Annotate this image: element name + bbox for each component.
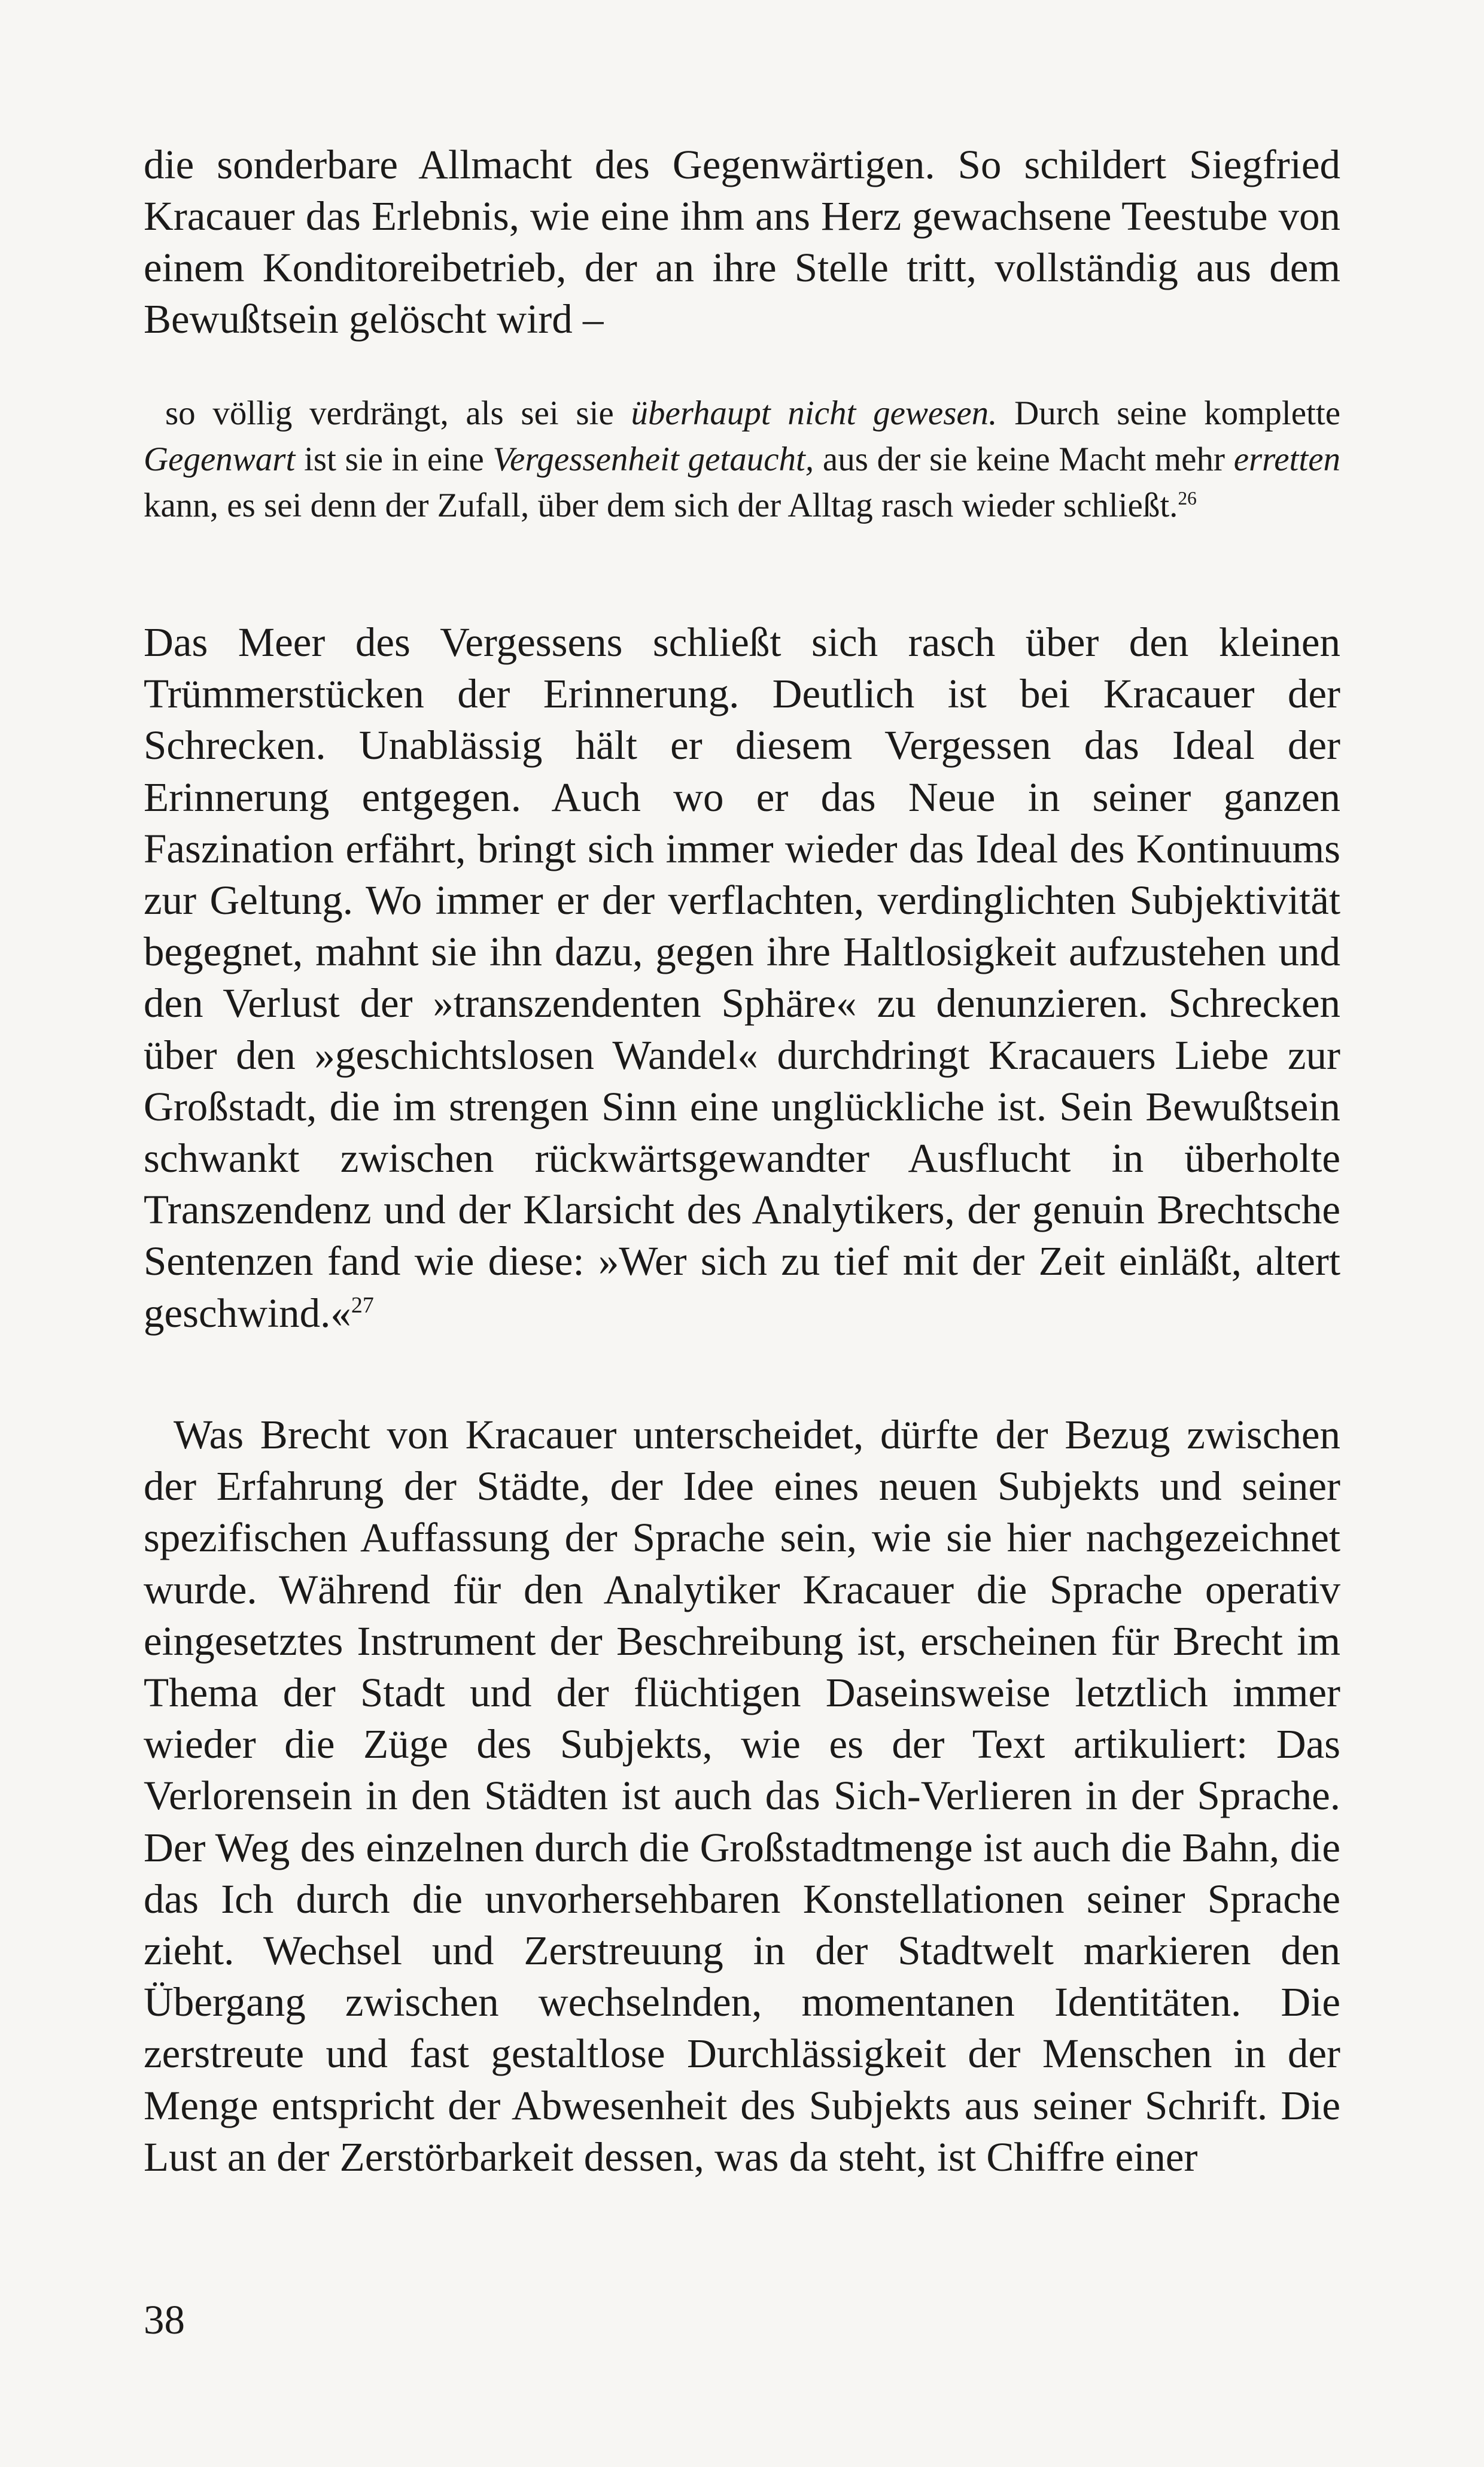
quote-text-2: Durch seine komplette — [997, 394, 1341, 432]
quote-italic-3: Vergessenheit getaucht, — [492, 440, 814, 478]
quote-italic-2: Gegenwart — [144, 440, 296, 478]
paragraph-3: Was Brecht von Kracauer unterscheidet, dürfte der Bezug zwischen der Erfahrung der Städte, der Idee eines neuen Subjekts und seiner spezifischen Auffassung der Sprache sein, wie sie hier nachgezeichnet wurde. Während für den Analytiker Kracauer die Sprache operativ eingesetztes Instrument der Beschreibung ist, erscheinen für Brecht im Thema der Stadt und der flüchtigen Daseinsweise letztlich immer wieder die Züge des Subjekts, wie es der Text artikuliert: Das Verlorensein in den Städten ist auch das Sich-Verlieren in der Sprache. Der Weg des einzelnen durch die Großstadtmenge ist auch die Bahn, die das Ich durch die unvorhersehbaren Konstellationen seiner Sprache zieht. Wechsel und Zerstreuung in der Stadtwelt markieren den Übergang zwischen wechselnden, momentanen Identitäten. Die zerstreute und fast gestaltlose Durchlässigkeit der Menschen in der Menge entspricht der Abwesenheit des Subjekts aus seiner Schrift. Die Lust an der Zerstörbarkeit dessen, was da steht, ist Chiffre einer — [144, 1412, 1340, 2180]
quote-text-1: so völlig verdrängt, als sei sie — [165, 394, 631, 432]
footnote-marker-26: 26 — [1178, 488, 1197, 509]
quote-text-4: aus der sie keine Macht mehr — [814, 440, 1234, 478]
footnote-marker-27: 27 — [351, 1292, 374, 1318]
quote-text-3: ist sie in eine — [295, 440, 493, 478]
quote-italic-4: erretten — [1233, 440, 1341, 478]
page-number: 38 — [144, 2297, 185, 2343]
paragraph-1: die sonderbare Allmacht des Gegenwärtigen. So schildert Siegfried Kracauer das Erlebnis, wie eine ihm ans Herz gewachsene Teestube von einem Konditoreibetrieb, der an ihre Stelle tritt, vollständig aus dem Bewußtsein gelöscht wird – — [144, 142, 1340, 342]
quote-text-5: kann, es sei denn der Zufall, über dem sich der Alltag rasch wieder schließt. — [144, 487, 1178, 524]
paragraph-2 — [144, 616, 1340, 1339]
paragraph-2-text: Das Meer des Vergessens schließt sich rasch über den kleinen Trümmerstücken der Erinnerung. Deutlich ist bei Kracauer der Schrecken. Unablässig hält er diesem Vergessen das Ideal der Erinnerung entgegen. Auch wo er das Neue in seiner ganzen Faszination erfährt, bringt sich immer wieder das Ideal des Kontinuums zur Geltung. Wo immer er der verflachten, verdinglichten Subjektivität begegnet, mahnt sie ihn dazu, gegen ihre Haltlosigkeit aufzustehen und den Verlust der »transzendenten Sphäre« zu denunzieren. Schrecken über den »geschichtslosen Wandel« durchdringt Kracauers Liebe zur Großstadt, die im strengen Sinn eine unglückliche ist. Sein Bewußtsein schwankt zwischen rückwärtsgewandter Ausflucht in überholte Transzendenz und der Klarsicht des Analytikers, der genuin Brechtsche Sentenzen fand wie diese: »Wer sich zu tief mit der Zeit einläßt, altert geschwind.« — [144, 619, 1340, 1336]
block-quote — [144, 390, 1340, 528]
quote-italic-1: überhaupt nicht gewesen. — [631, 394, 998, 432]
